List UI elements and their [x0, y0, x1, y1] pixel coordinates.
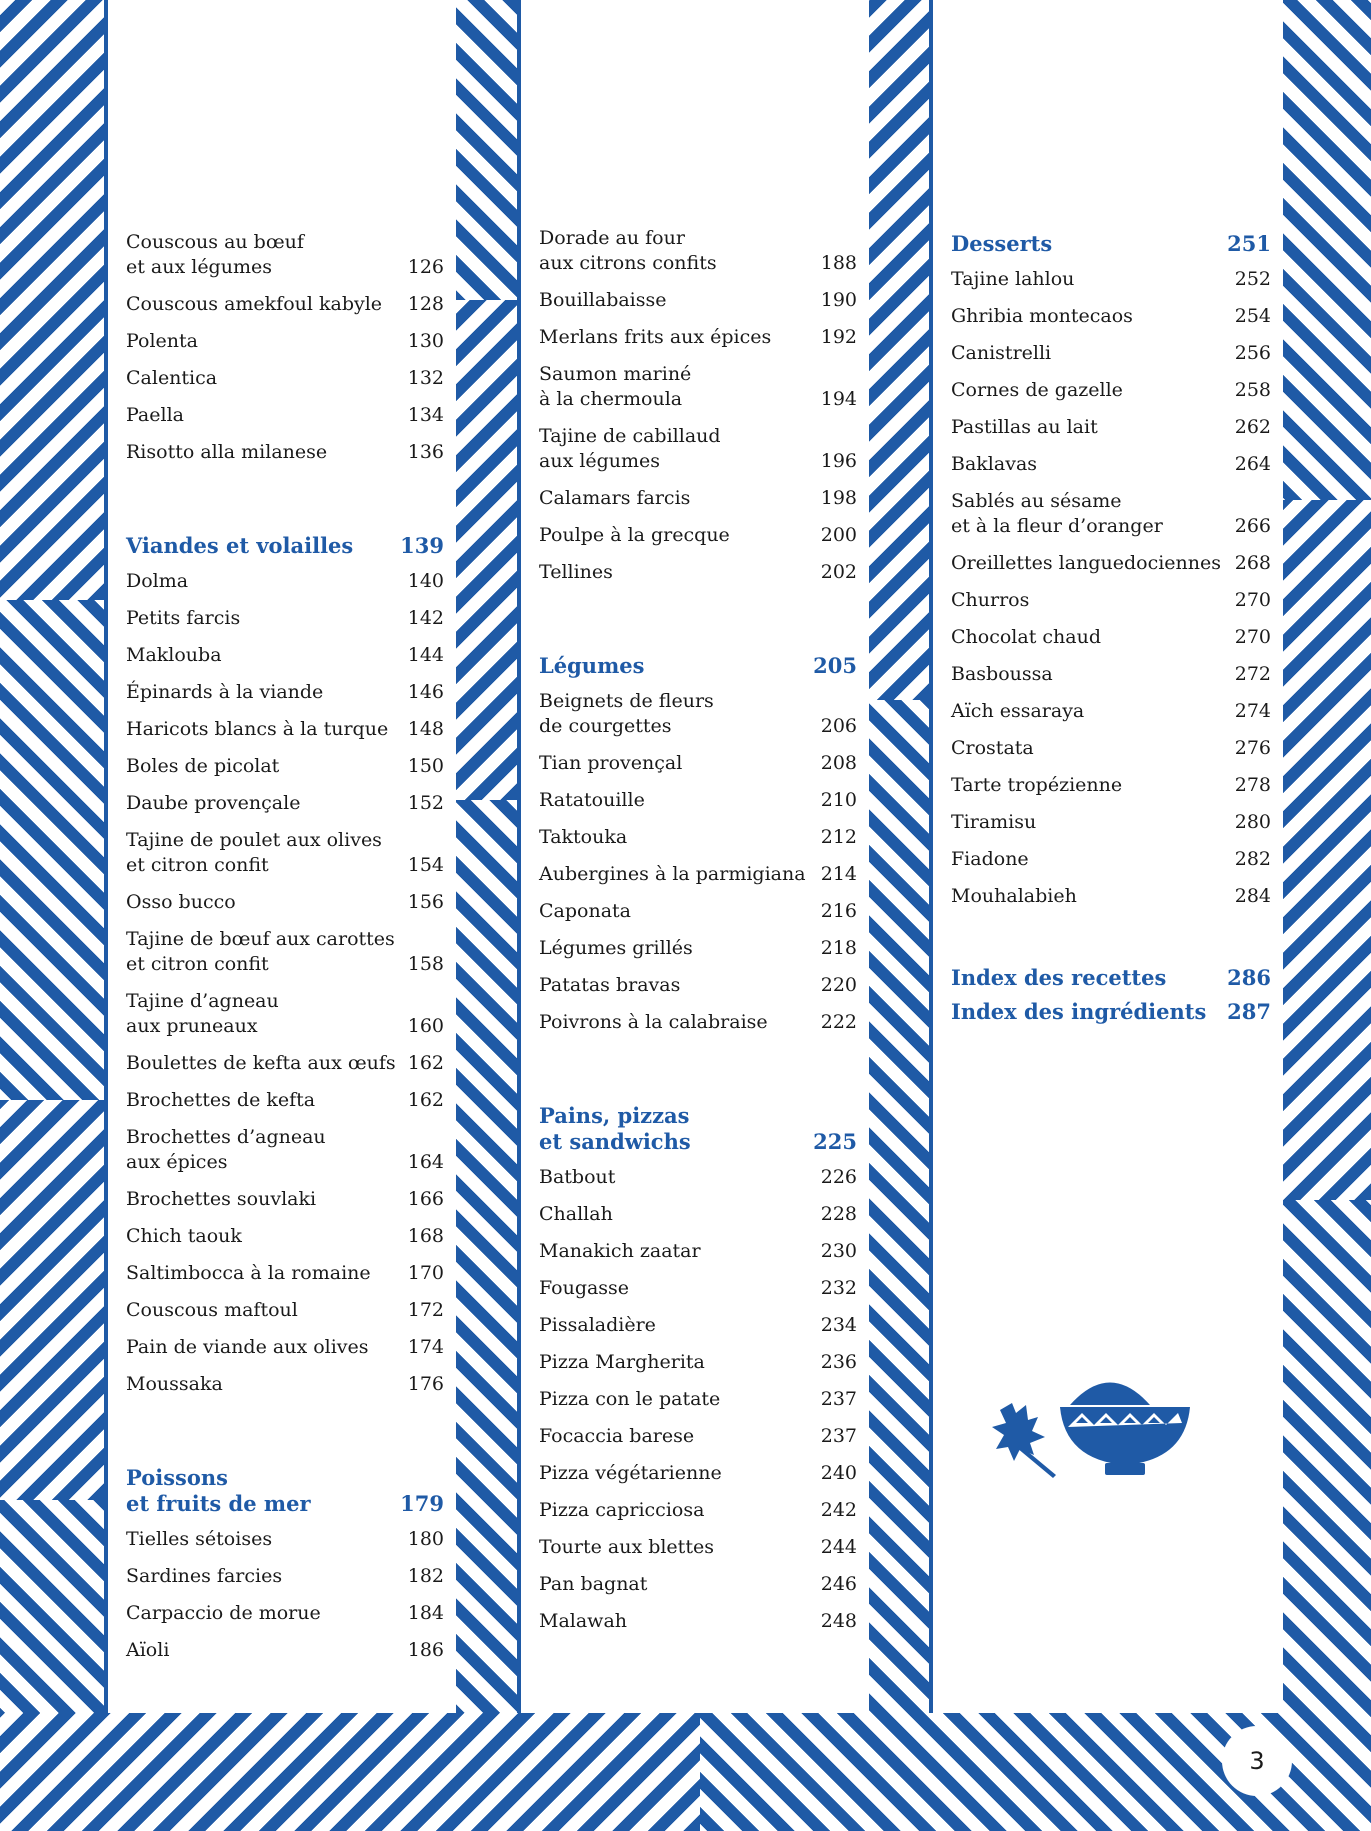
toc-entry-title: Dolma — [126, 570, 189, 592]
toc-entry-page: 276 — [1234, 737, 1271, 759]
toc-entry-title: Malawah — [539, 1610, 628, 1632]
toc-entry — [126, 1051, 444, 1076]
toc-entry-page: 242 — [820, 1499, 857, 1521]
toc-entry-page: 252 — [1234, 268, 1271, 290]
toc-entry-page: 230 — [820, 1240, 857, 1262]
toc-section-heading — [539, 1103, 857, 1155]
toc-entry-page: 282 — [1234, 848, 1271, 870]
toc-entry-title: Merlans frits aux épices — [539, 326, 772, 348]
toc-entry-title: Tajine de cabillaud aux légumes — [539, 425, 721, 472]
toc-entry — [126, 1224, 444, 1249]
toc-entry — [951, 736, 1271, 761]
toc-entry-page: 246 — [820, 1573, 857, 1595]
toc-entry — [126, 366, 444, 391]
toc-section-heading-page: 225 — [813, 1129, 857, 1154]
toc-entry-page: 150 — [407, 755, 444, 777]
toc-entry — [539, 1165, 857, 1190]
toc-entry — [539, 1313, 857, 1338]
toc-entry-page: 174 — [407, 1336, 444, 1358]
toc-entry-page: 214 — [820, 863, 857, 885]
toc-section-heading — [539, 653, 857, 679]
toc-section-heading-page: 179 — [400, 1491, 444, 1516]
toc-section-heading-title: Viandes et volailles — [126, 533, 354, 558]
toc-entry-page: 146 — [407, 681, 444, 703]
toc-entry — [539, 1609, 857, 1634]
toc-entry — [126, 927, 444, 977]
toc-entry-title: Osso bucco — [126, 891, 236, 913]
toc-entry-page: 226 — [820, 1166, 857, 1188]
toc-entry-page: 136 — [407, 441, 444, 463]
toc-entry — [126, 989, 444, 1039]
toc-list — [539, 226, 857, 1646]
toc-entry-title: Saltimbocca à la romaine — [126, 1262, 371, 1284]
toc-entry-title: Ghribia montecaos — [951, 305, 1133, 327]
toc-entry-title: Légumes grillés — [539, 937, 693, 959]
toc-entry-page: 218 — [820, 937, 857, 959]
toc-entry — [539, 862, 857, 887]
toc-entry-page: 264 — [1234, 453, 1271, 475]
bowl-and-parsley-icon — [990, 1365, 1200, 1480]
toc-entry-title: Mouhalabieh — [951, 885, 1077, 907]
toc-entry — [126, 292, 444, 317]
toc-entry-page: 170 — [407, 1262, 444, 1284]
toc-entry-page: 198 — [820, 487, 857, 509]
toc-entry-page: 262 — [1234, 416, 1271, 438]
toc-index-entry — [951, 965, 1271, 991]
toc-column-1 — [104, 0, 456, 1713]
toc-entry-page: 222 — [820, 1011, 857, 1033]
toc-section-heading — [126, 533, 444, 559]
toc-entry-page: 280 — [1234, 811, 1271, 833]
toc-entry — [539, 751, 857, 776]
column-rule — [104, 0, 108, 1713]
toc-entry-title: Boles de picolat — [126, 755, 280, 777]
stripe-zone — [1283, 500, 1371, 1200]
toc-entry-page: 234 — [820, 1314, 857, 1336]
toc-entry — [539, 1424, 857, 1449]
toc-entry-page: 156 — [407, 891, 444, 913]
toc-entry-page: 272 — [1234, 663, 1271, 685]
toc-entry-title: Brochettes souvlaki — [126, 1188, 317, 1210]
toc-entry-title: Tiramisu — [951, 811, 1037, 833]
toc-entry-title: Aïch essaraya — [951, 700, 1085, 722]
toc-entry-page: 190 — [820, 289, 857, 311]
toc-entry-title: Bouillabaisse — [539, 289, 667, 311]
toc-entry — [951, 489, 1271, 539]
toc-entry-title: Épinards à la viande — [126, 681, 324, 703]
toc-entry-page: 160 — [407, 1015, 444, 1037]
toc-entry-page: 192 — [820, 326, 857, 348]
column-rule — [929, 0, 933, 1713]
toc-entry-title: Dorade au four aux citrons confits — [539, 227, 717, 274]
toc-entry — [539, 362, 857, 412]
toc-entry — [539, 1387, 857, 1412]
toc-section-heading-page: 251 — [1227, 231, 1271, 256]
toc-entry-title: Sardines farcies — [126, 1565, 283, 1587]
toc-entry-title: Caponata — [539, 900, 631, 922]
toc-index-entry — [951, 999, 1271, 1025]
toc-entry-title: Baklavas — [951, 453, 1038, 475]
toc-entry-page: 228 — [820, 1203, 857, 1225]
toc-entry-title: Couscous au bœuf et aux légumes — [126, 231, 304, 278]
toc-entry-title: Basboussa — [951, 663, 1053, 685]
toc-entry-page: 237 — [820, 1425, 857, 1447]
toc-entry — [539, 1276, 857, 1301]
toc-entry-page: 268 — [1234, 552, 1271, 574]
toc-entry-page: 162 — [407, 1089, 444, 1111]
toc-entry-title: Crostata — [951, 737, 1034, 759]
toc-entry — [951, 551, 1271, 576]
toc-entry — [951, 588, 1271, 613]
toc-entry — [126, 403, 444, 428]
toc-column-2 — [517, 0, 869, 1713]
toc-entry — [951, 304, 1271, 329]
toc-entry-title: Tarte tropézienne — [951, 774, 1123, 796]
toc-entry-title: Maklouba — [126, 644, 222, 666]
toc-entry-page: 144 — [407, 644, 444, 666]
toc-entry-page: 206 — [820, 715, 857, 737]
toc-entry-title: Tourte aux blettes — [539, 1536, 714, 1558]
toc-entry-title: Fiadone — [951, 848, 1029, 870]
column-rule — [517, 0, 521, 1713]
toc-entry-page: 258 — [1234, 379, 1271, 401]
toc-section-heading-title: Desserts — [951, 231, 1053, 256]
toc-entry — [126, 606, 444, 631]
toc-entry — [951, 773, 1271, 798]
toc-entry-page: 140 — [407, 570, 444, 592]
toc-entry-title: Paella — [126, 404, 184, 426]
toc-entry-page: 208 — [820, 752, 857, 774]
toc-list — [126, 230, 444, 1675]
toc-entry-page: 128 — [407, 293, 444, 315]
toc-entry-page: 158 — [407, 953, 444, 975]
page-number: 3 — [1222, 1726, 1292, 1796]
toc-entry-page: 266 — [1234, 515, 1271, 537]
toc-entry — [539, 523, 857, 548]
toc-entry-page: 186 — [407, 1639, 444, 1661]
toc-entry — [126, 1335, 444, 1360]
toc-entry — [951, 378, 1271, 403]
toc-entry-page: 194 — [820, 388, 857, 410]
toc-section-heading-page: 139 — [400, 533, 444, 558]
toc-entry — [539, 424, 857, 474]
toc-entry-page: 284 — [1234, 885, 1271, 907]
toc-entry-title: Chich taouk — [126, 1225, 242, 1247]
toc-entry-title: Pizza végétarienne — [539, 1462, 722, 1484]
toc-entry-title: Pan bagnat — [539, 1573, 648, 1595]
toc-entry — [539, 936, 857, 961]
toc-entry-title: Focaccia barese — [539, 1425, 695, 1447]
toc-entry — [126, 717, 444, 742]
toc-entry-title: Brochettes de kefta — [126, 1089, 316, 1111]
toc-index-entry-title: Index des ingrédients — [951, 999, 1207, 1024]
toc-entry — [951, 810, 1271, 835]
toc-entry-page: 180 — [407, 1528, 444, 1550]
toc-entry-title: Poivrons à la calabraise — [539, 1011, 768, 1033]
toc-entry-title: Risotto alla milanese — [126, 441, 328, 463]
toc-entry-title: Pizza capricciosa — [539, 1499, 705, 1521]
toc-entry — [951, 415, 1271, 440]
toc-entry — [951, 625, 1271, 650]
toc-entry — [539, 1535, 857, 1560]
toc-entry — [539, 973, 857, 998]
toc-entry-page: 168 — [407, 1225, 444, 1247]
toc-entry-title: Batbout — [539, 1166, 616, 1188]
toc-entry-page: 220 — [820, 974, 857, 996]
toc-entry-title: Tajine de poulet aux olives et citron confit — [126, 829, 382, 876]
toc-entry-page: 236 — [820, 1351, 857, 1373]
toc-entry-title: Poulpe à la grecque — [539, 524, 730, 546]
toc-entry-title: Pastillas au lait — [951, 416, 1098, 438]
toc-index-entry-page: 287 — [1227, 999, 1271, 1024]
toc-entry — [539, 1572, 857, 1597]
toc-entry-page: 164 — [407, 1151, 444, 1173]
toc-entry-page: 270 — [1234, 589, 1271, 611]
toc-entry-title: Challah — [539, 1203, 613, 1225]
toc-list — [951, 231, 1271, 1033]
toc-entry-page: 256 — [1234, 342, 1271, 364]
toc-entry-page: 184 — [407, 1602, 444, 1624]
toc-entry — [539, 1202, 857, 1227]
toc-index-entry-title: Index des recettes — [951, 965, 1167, 990]
toc-entry — [126, 1372, 444, 1397]
toc-section-heading — [126, 1465, 444, 1517]
toc-entry-title: Ratatouille — [539, 789, 645, 811]
toc-entry-title: Pissaladière — [539, 1314, 656, 1336]
toc-entry-title: Fougasse — [539, 1277, 630, 1299]
toc-entry-title: Tajine d’agneau aux pruneaux — [126, 990, 279, 1037]
toc-entry — [539, 1239, 857, 1264]
toc-entry-title: Churros — [951, 589, 1030, 611]
toc-entry-page: 196 — [820, 450, 857, 472]
toc-entry — [539, 325, 857, 350]
toc-entry-title: Oreillettes languedociennes — [951, 552, 1221, 574]
stripe-zone — [456, 300, 517, 800]
toc-entry-page: 142 — [407, 607, 444, 629]
toc-entry-title: Calentica — [126, 367, 218, 389]
toc-entry-page: 240 — [820, 1462, 857, 1484]
toc-entry-title: Petits farcis — [126, 607, 241, 629]
toc-entry — [126, 1564, 444, 1589]
toc-entry — [539, 1350, 857, 1375]
toc-entry — [126, 329, 444, 354]
toc-entry-page: 254 — [1234, 305, 1271, 327]
toc-entry-title: Taktouka — [539, 826, 628, 848]
toc-entry-title: Couscous maftoul — [126, 1299, 298, 1321]
toc-entry — [126, 1638, 444, 1663]
toc-entry-page: 232 — [820, 1277, 857, 1299]
toc-entry — [539, 486, 857, 511]
toc-entry — [951, 884, 1271, 909]
toc-entry-page: 244 — [820, 1536, 857, 1558]
toc-entry-title: Pizza Margherita — [539, 1351, 705, 1373]
toc-entry-title: Tajine lahlou — [951, 268, 1075, 290]
toc-entry — [126, 680, 444, 705]
toc-entry-page: 126 — [407, 256, 444, 278]
toc-entry-title: Chocolat chaud — [951, 626, 1101, 648]
toc-entry — [951, 662, 1271, 687]
toc-entry — [539, 226, 857, 276]
toc-entry-title: Aïoli — [126, 1639, 170, 1661]
toc-section-heading-title: Poissons et fruits de mer — [126, 1465, 311, 1516]
toc-entry-title: Patatas bravas — [539, 974, 681, 996]
toc-entry-title: Manakich zaatar — [539, 1240, 701, 1262]
toc-entry — [539, 788, 857, 813]
toc-entry — [951, 267, 1271, 292]
toc-entry — [126, 1187, 444, 1212]
toc-entry — [126, 791, 444, 816]
toc-entry-page: 202 — [820, 561, 857, 583]
toc-entry — [539, 1498, 857, 1523]
toc-entry-page: 162 — [407, 1052, 444, 1074]
toc-entry-page: 216 — [820, 900, 857, 922]
toc-entry — [126, 828, 444, 878]
toc-entry-page: 210 — [820, 789, 857, 811]
toc-entry-page: 274 — [1234, 700, 1271, 722]
toc-entry-page: 134 — [407, 404, 444, 426]
toc-entry — [126, 440, 444, 465]
toc-entry-title: Sablés au sésame et à la fleur d’oranger — [951, 490, 1163, 537]
toc-entry-title: Tielles sétoises — [126, 1528, 273, 1550]
toc-entry-title: Tian provençal — [539, 752, 683, 774]
toc-entry-page: 188 — [820, 252, 857, 274]
toc-entry-page: 248 — [820, 1610, 857, 1632]
toc-entry-title: Brochettes d’agneau aux épices — [126, 1126, 326, 1173]
toc-entry-title: Daube provençale — [126, 792, 301, 814]
toc-entry — [539, 689, 857, 739]
toc-entry-page: 154 — [407, 854, 444, 876]
toc-entry-title: Haricots blancs à la turque — [126, 718, 389, 740]
toc-entry — [126, 1125, 444, 1175]
toc-entry — [951, 452, 1271, 477]
toc-entry-title: Tellines — [539, 561, 613, 583]
toc-entry-page: 152 — [407, 792, 444, 814]
toc-entry-page: 212 — [820, 826, 857, 848]
toc-entry-title: Calamars farcis — [539, 487, 691, 509]
toc-entry-page: 200 — [820, 524, 857, 546]
stripe-zone — [0, 1100, 104, 1500]
toc-entry — [126, 754, 444, 779]
toc-entry-title: Pizza con le patate — [539, 1388, 721, 1410]
toc-entry — [539, 899, 857, 924]
toc-entry-title: Saumon mariné à la chermoula — [539, 363, 692, 410]
toc-entry — [539, 825, 857, 850]
toc-entry-page: 270 — [1234, 626, 1271, 648]
toc-entry — [539, 1010, 857, 1035]
toc-entry — [951, 341, 1271, 366]
toc-entry-page: 278 — [1234, 774, 1271, 796]
toc-section-heading-page: 205 — [813, 653, 857, 678]
toc-entry — [126, 1088, 444, 1113]
toc-section-heading — [951, 231, 1271, 257]
toc-entry — [951, 699, 1271, 724]
toc-entry — [126, 890, 444, 915]
toc-entry-title: Polenta — [126, 330, 198, 352]
toc-entry — [126, 1527, 444, 1552]
toc-entry — [539, 288, 857, 313]
toc-entry — [539, 1461, 857, 1486]
toc-entry — [126, 569, 444, 594]
toc-entry-page: 182 — [407, 1565, 444, 1587]
toc-entry-title: Pain de viande aux olives — [126, 1336, 369, 1358]
toc-entry-title: Tajine de bœuf aux carottes et citron confit — [126, 928, 395, 975]
toc-entry-title: Cornes de gazelle — [951, 379, 1123, 401]
toc-entry-page: 148 — [407, 718, 444, 740]
toc-entry — [126, 230, 444, 280]
toc-section-heading-title: Pains, pizzas et sandwichs — [539, 1103, 691, 1154]
toc-entry — [126, 1261, 444, 1286]
toc-entry-title: Moussaka — [126, 1373, 223, 1395]
toc-entry-page: 130 — [407, 330, 444, 352]
stripe-zone — [869, 0, 929, 700]
toc-entry-title: Boulettes de kefta aux œufs — [126, 1052, 396, 1074]
toc-section-heading-title: Légumes — [539, 653, 645, 678]
toc-entry-title: Aubergines à la parmigiana — [539, 863, 806, 885]
toc-entry — [126, 1298, 444, 1323]
toc-entry-page: 176 — [407, 1373, 444, 1395]
toc-entry — [951, 847, 1271, 872]
toc-entry — [126, 643, 444, 668]
toc-entry-page: 166 — [407, 1188, 444, 1210]
stripe-zone — [0, 0, 104, 600]
stripe-zone — [0, 1713, 700, 1831]
toc-entry — [126, 1601, 444, 1626]
toc-entry-page: 172 — [407, 1299, 444, 1321]
toc-index-entry-page: 286 — [1227, 965, 1271, 990]
toc-entry-title: Beignets de fleurs de courgettes — [539, 690, 714, 737]
toc-entry-title: Carpaccio de morue — [126, 1602, 321, 1624]
toc-entry-title: Canistrelli — [951, 342, 1052, 364]
toc-entry-page: 237 — [820, 1388, 857, 1410]
toc-entry-title: Couscous amekfoul kabyle — [126, 293, 383, 315]
toc-entry-page: 132 — [407, 367, 444, 389]
toc-entry — [539, 560, 857, 585]
